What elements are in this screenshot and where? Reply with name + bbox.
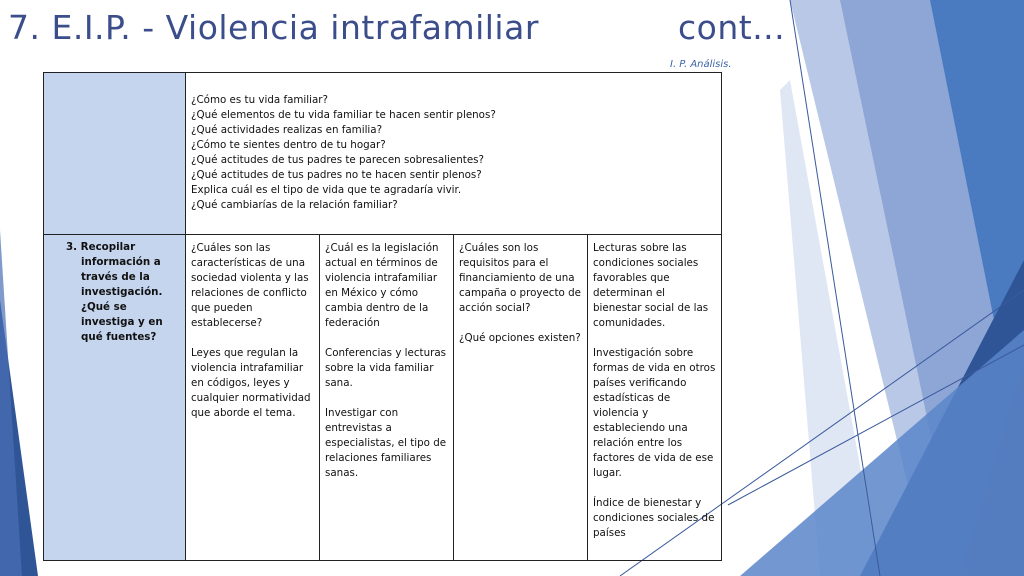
research-text-4: Lecturas sobre las condiciones sociales favorables que determinan el bienestar social de las comunidades. Investigación sobre formas de vida en otros países verificando estadísticas de violencia y estableciendo una relación entre los factores de vida de ese lugar. Índice de bienestar y condiciones sociales de países: [593, 242, 716, 539]
research-table: [43, 72, 722, 561]
question-item: ¿Qué actividades realizas en familia?: [191, 124, 383, 136]
question-item: ¿Qué actitudes de tus padres te parecen sobresalientes?: [191, 154, 484, 166]
question-list: [191, 79, 716, 213]
question-item: ¿Cómo es tu vida familiar?: [191, 94, 328, 106]
question-item: ¿Cómo te sientes dentro de tu hogar?: [191, 139, 386, 151]
research-text-2: ¿Cuál es la legislación actual en términos de violencia intrafamiliar en México y cómo cambia dentro de la federación Conferencias y lecturas sobre la vida familiar sana. Investigar con entrevistas a especialistas, el tipo de relaciones familiares sanas.: [325, 242, 447, 479]
question-item: ¿Qué elementos de tu vida familiar te hacen sentir plenos?: [191, 109, 496, 121]
subnote-label: I. P. Análisis.: [670, 59, 732, 70]
step-label-cell: [44, 235, 186, 561]
research-cell-1: [186, 235, 320, 561]
research-cell-4: [588, 235, 722, 561]
row-header-empty: [44, 73, 186, 235]
research-text-1: ¿Cuáles son las características de una sociedad violenta y las relaciones de conflicto que pueden establecerse? Leyes que regulan la violencia intrafamiliar en códigos, leyes y cualquier normatividad que aborde el tema.: [191, 242, 311, 419]
table-row-research: [44, 235, 722, 561]
slide-title: [8, 6, 786, 50]
research-text-3: ¿Cuáles son los requisitos para el financiamiento de una campaña o proyecto de acción social? ¿Qué opciones existen?: [459, 242, 581, 344]
question-item: Explica cuál es el tipo de vida que te agradaría vivir.: [191, 184, 462, 196]
slide-title-cont: cont...: [678, 8, 786, 47]
research-cell-2: [320, 235, 454, 561]
question-item: ¿Qué actitudes de tus padres no te hacen sentir plenos?: [191, 169, 482, 181]
step-description: información a través de la investigación. ¿Qué se investiga y en qué fuentes?: [81, 256, 163, 343]
slide-title-main: 7. E.I.P. - Violencia intrafamiliar: [8, 8, 539, 47]
questions-cell: [186, 73, 722, 235]
question-item: ¿Qué cambiarías de la relación familiar?: [191, 199, 398, 211]
table-row-questions: [44, 73, 722, 235]
research-cell-3: [454, 235, 588, 561]
step-number: 3. Recopilar: [66, 241, 136, 253]
